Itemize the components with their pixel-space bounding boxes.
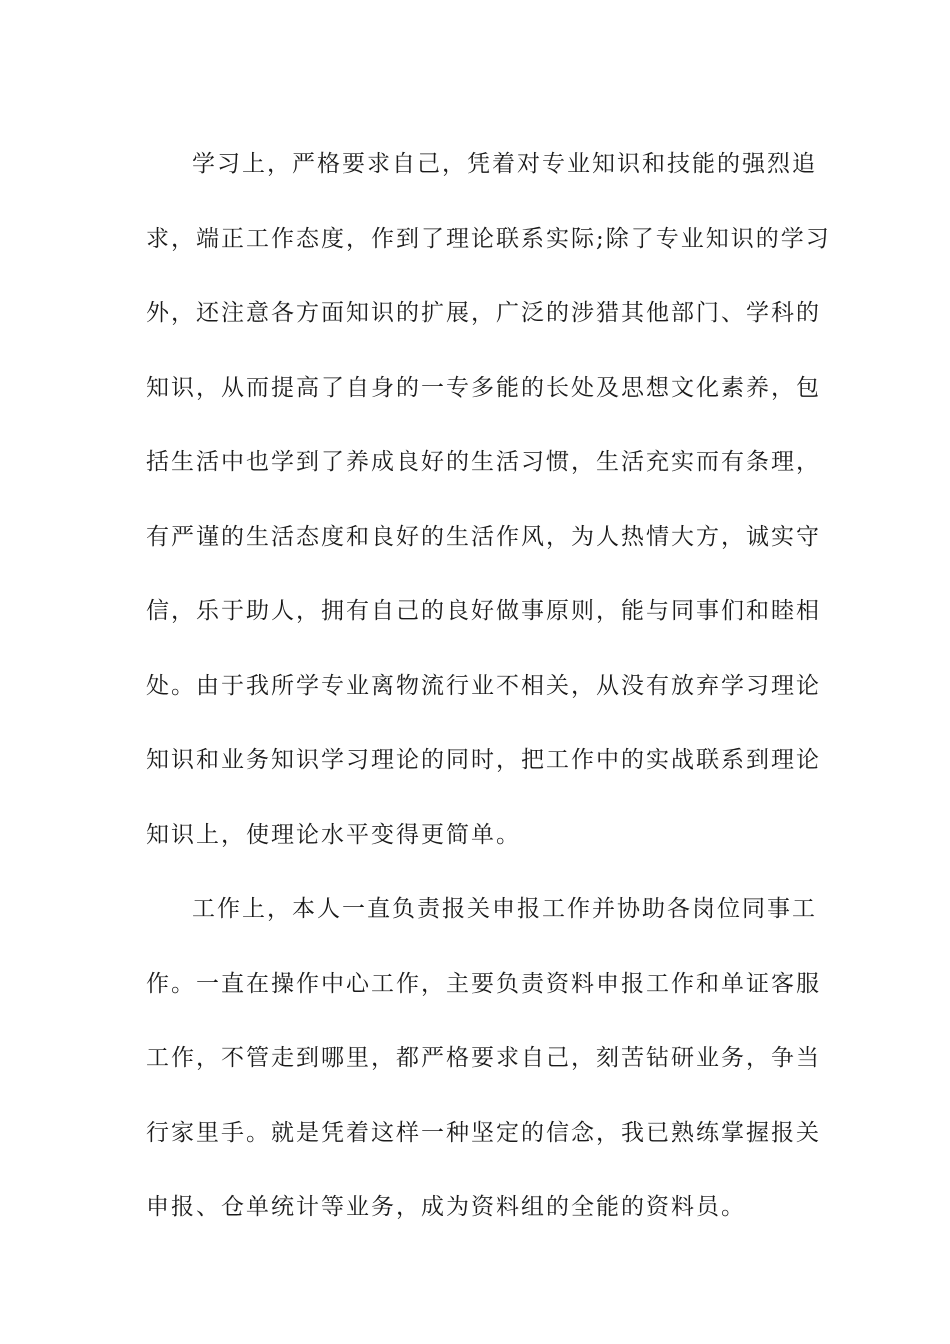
text-line: 知识和业务知识学习理论的同时，把工作中的实战联系到理论 bbox=[146, 747, 821, 773]
text-line: 知识，从而提高了自身的一专多能的长处及思想文化素养，包 bbox=[146, 374, 821, 401]
text-line: 括生活中也学到了养成良好的生活习惯，生活充实而有条理， bbox=[146, 449, 821, 475]
text-line: 行家里手。就是凭着这样一种坚定的信念，我已熟练掌握报关 bbox=[146, 1119, 821, 1146]
text-line: 有严谨的生活态度和良好的生活作风，为人热情大方，诚实守 bbox=[146, 523, 821, 550]
paragraph-study bbox=[146, 127, 831, 872]
paragraph-work bbox=[146, 872, 821, 1245]
text-line: 学习上，严格要求自己，凭着对专业知识和技能的强烈追 bbox=[192, 151, 817, 177]
text-line: 求，端正工作态度，作到了理论联系实际;除了专业知识的学习 bbox=[146, 225, 831, 252]
text-line: 申报、仓单统计等业务，成为资料组的全能的资料员。 bbox=[146, 1194, 746, 1220]
text-line: 作。一直在操作中心工作，主要负责资料申报工作和单证客服 bbox=[146, 970, 821, 997]
text-line: 信，乐于助人，拥有自己的良好做事原则，能与同事们和睦相 bbox=[146, 598, 821, 624]
text-line: 工作上，本人一直负责报关申报工作并协助各岗位同事工 bbox=[192, 896, 817, 922]
document-body bbox=[146, 127, 831, 1245]
text-line: 外，还注意各方面知识的扩展，广泛的涉猎其他部门、学科的 bbox=[146, 300, 821, 326]
text-line: 工作，不管走到哪里，都严格要求自己，刻苦钻研业务，争当 bbox=[146, 1045, 821, 1071]
text-line: 处。由于我所学专业离物流行业不相关，从没有放弃学习理论 bbox=[146, 672, 821, 699]
text-line: 知识上，使理论水平变得更简单。 bbox=[146, 821, 521, 848]
